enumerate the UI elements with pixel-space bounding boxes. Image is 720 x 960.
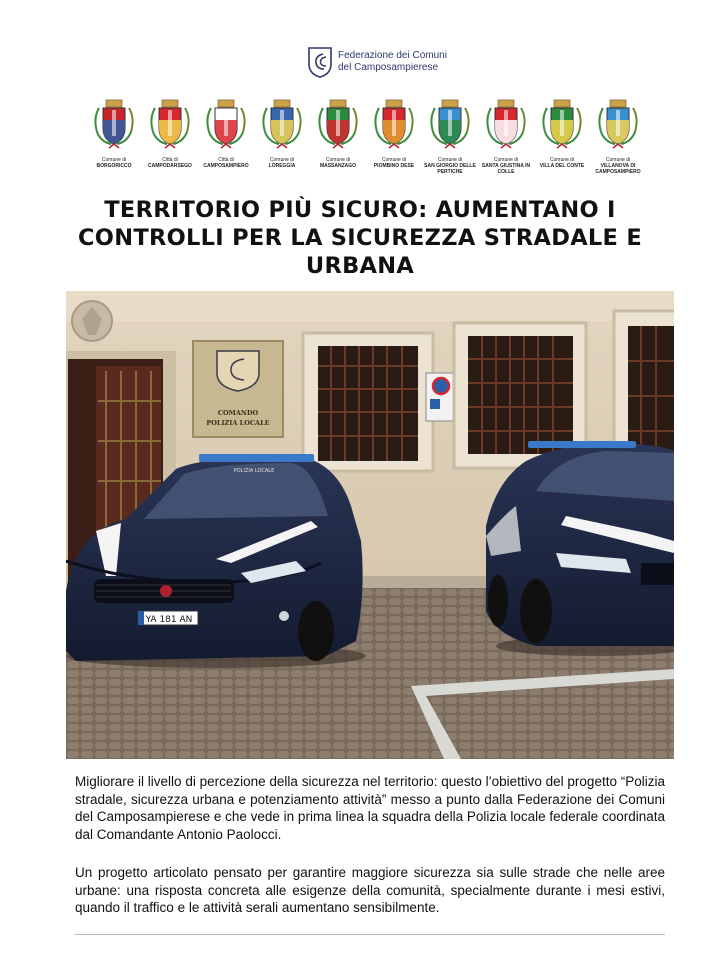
municipality-name: SANTA GIUSTINA IN COLLE	[481, 163, 531, 175]
municipality-type: Comune di	[101, 157, 127, 163]
municipality-type: Comune di	[437, 157, 463, 163]
federation-emblem-icon	[307, 46, 333, 78]
municipality-caption	[97, 157, 132, 169]
car-text-left: POLIZIA LOCALE	[233, 468, 275, 474]
body-paragraph-1: Migliorare il livello di percezione della sicurezza nel territorio: questo l’obiettivo del progetto “Polizia stradale, sicurezza urbana e potenziamento attività” messo a punto dalla Federazione dei Comuni del Camposampierese e che vede in prima linea la squadra della Polizia locale federale coordinata dal Comandante Antonio Paolocci.	[75, 774, 665, 842]
coat-of-arms-icon	[595, 98, 641, 156]
municipality-name: MASSANZAGO	[319, 163, 357, 169]
municipality-name: BORGORICCO	[96, 163, 132, 169]
municipality-caption	[269, 157, 296, 169]
police-cars-photo	[66, 291, 674, 759]
coat-of-arms-icon	[147, 98, 193, 156]
municipality-caption	[540, 157, 584, 169]
municipality-crest	[198, 98, 254, 175]
municipality-crest	[142, 98, 198, 175]
municipality-caption	[203, 157, 248, 169]
coat-of-arms-icon	[483, 98, 529, 156]
municipality-caption	[422, 157, 478, 175]
coat-of-arms-icon	[203, 98, 249, 156]
coat-of-arms-icon	[315, 98, 361, 156]
footer-divider	[75, 934, 665, 935]
federation-name-line2: del Camposampierese	[338, 62, 439, 73]
coat-of-arms-icon	[539, 98, 585, 156]
municipality-type: Comune di	[381, 157, 407, 163]
municipality-type: Città di	[162, 157, 178, 163]
coat-of-arms-icon	[371, 98, 417, 156]
body-paragraph-2: Un progetto articolato pensato per garantire maggiore sicurezza sia sulle strade che nelle aree urbane: una risposta concreta alle esigenze della comunità, specialmente durante i mesi estivi, quando il traffico e le attività serali aumentano sensibilmente.	[75, 865, 665, 915]
municipality-type: Città di	[218, 157, 234, 163]
municipality-name: CAMPODARSEGO	[148, 163, 192, 169]
coat-of-arms-icon	[427, 98, 473, 156]
municipality-caption	[374, 157, 414, 169]
municipality-caption	[590, 157, 646, 175]
title-line-1: TERRITORIO PIÙ SICURO: AUMENTANO I	[104, 197, 616, 223]
municipality-caption	[148, 157, 192, 169]
municipality-crest	[310, 98, 366, 175]
municipality-type: Comune di	[549, 157, 575, 163]
municipality-name: PIOMBINO DESE	[373, 163, 415, 169]
title-line-3: URBANA	[305, 253, 415, 279]
municipality-crest	[590, 98, 646, 175]
municipality-name: SAN GIORGIO DELLE PERTICHE	[424, 163, 476, 175]
municipality-crests	[86, 98, 646, 175]
federation-name-line1: Federazione dei Comuni	[338, 50, 447, 61]
municipality-crest	[478, 98, 534, 175]
municipality-caption	[478, 157, 534, 175]
license-plate: YA 181 AN	[145, 615, 193, 625]
sign-text-line2: POLIZIA LOCALE	[206, 419, 270, 427]
municipality-type: Comune di	[605, 157, 631, 163]
municipality-crest	[86, 98, 142, 175]
municipality-type: Comune di	[325, 157, 351, 163]
municipality-name: CAMPOSAMPIERO	[203, 163, 249, 169]
municipality-name: VILLANOVA DI CAMPOSAMPIERO	[595, 163, 641, 175]
municipality-type: Comune di	[269, 157, 295, 163]
municipality-crest	[366, 98, 422, 175]
coat-of-arms-icon	[259, 98, 305, 156]
federation-logo	[307, 46, 447, 78]
municipality-caption	[320, 157, 356, 169]
municipality-crest	[534, 98, 590, 175]
municipality-name: LOREGGIA	[268, 163, 296, 169]
sign-text-line1: COMANDO	[217, 409, 259, 417]
municipality-crest	[422, 98, 478, 175]
municipality-name: VILLA DEL CONTE	[539, 163, 585, 169]
page-title	[40, 196, 680, 280]
municipality-type: Comune di	[493, 157, 519, 163]
title-line-2: CONTROLLI PER LA SICUREZZA STRADALE E	[77, 225, 643, 251]
municipality-crest	[254, 98, 310, 175]
coat-of-arms-icon	[91, 98, 137, 156]
